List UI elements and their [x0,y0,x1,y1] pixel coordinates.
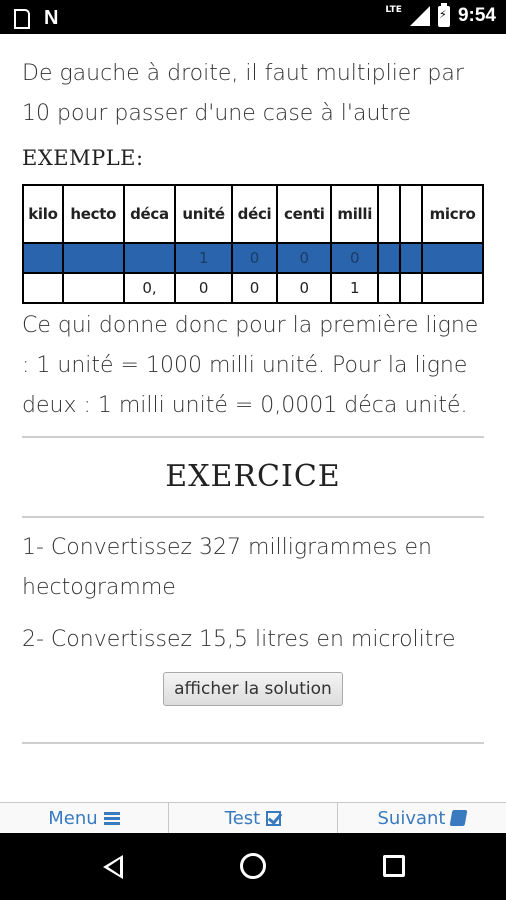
divider [22,742,484,744]
table-header-cell: micro [422,185,483,243]
status-time: 9:54 [457,5,496,26]
table-header-cell: kilo [23,185,63,243]
intro-text: De gauche à droite, il faut multiplier par 10 pour passer d'une case à l'autre [22,61,464,126]
table-row [23,273,483,303]
table-header-cell [400,185,422,243]
book-icon [450,810,468,826]
table-cell: 1 [175,243,231,273]
menu-tab[interactable] [0,803,168,833]
table-header-cell: unité [175,185,231,243]
bottom-nav [0,802,506,833]
table-cell [63,273,124,303]
table-cell: 0 [175,273,231,303]
units-table [22,184,484,304]
table-cell [63,243,124,273]
battery-charging-icon [438,6,450,27]
table-cell: 0 [232,273,277,303]
table-cell: 0 [331,243,378,273]
divider [22,516,484,518]
table-cell [422,243,483,273]
table-header-cell: déca [124,185,176,243]
table-cell [378,243,400,273]
table-cell: 1 [331,273,378,303]
exercise-question-1: 1- Convertissez 327 milligrammes en hectogramme [22,535,432,600]
next-tab-label: Suivant [377,807,446,829]
menu-tab-label: Menu [48,807,98,829]
home-icon[interactable] [240,853,266,879]
n-notification-icon: N [44,7,59,29]
test-tab[interactable] [168,803,337,833]
table-cell [23,243,63,273]
status-bar [0,0,506,34]
android-navigation-bar [0,833,506,900]
checkbox-icon [266,811,281,826]
table-header-cell: milli [331,185,378,243]
table-cell: 0 [277,243,331,273]
table-header-cell: déci [232,185,277,243]
table-cell: 0 [232,243,277,273]
signal-icon [410,6,430,26]
lesson-content[interactable] [0,34,506,802]
table-header-cell: centi [277,185,331,243]
show-solution-button[interactable]: afficher la solution [163,672,343,706]
table-cell [422,273,483,303]
table-cell: 0, [124,273,176,303]
table-header-cell: hecto [63,185,124,243]
solution-wrapper [22,672,484,706]
table-row [23,243,483,273]
next-tab[interactable] [337,803,506,833]
exercise-title: EXERCICE [165,459,341,494]
table-cell [23,273,63,303]
recent-apps-icon[interactable] [383,855,405,877]
table-cell [378,273,400,303]
units-table-header [23,185,483,243]
example-label: EXEMPLE: [22,146,144,170]
sd-card-icon [14,9,30,29]
table-header-cell [378,185,400,243]
menu-icon [104,812,120,825]
table-cell [400,273,422,303]
network-type: LTE [385,5,402,15]
table-cell [400,243,422,273]
explanation-text: Ce qui donne donc pour la première ligne : 1 unité = 1000 milli unité. Pour la ligne deux : 1 milli unité = 0,0001 déca unité. [22,313,479,418]
table-cell [124,243,176,273]
table-cell: 0 [277,273,331,303]
back-icon[interactable] [103,855,123,879]
exercise-question-2: 2- Convertissez 15,5 litres en microlitre [22,627,456,652]
test-tab-label: Test [224,807,261,829]
